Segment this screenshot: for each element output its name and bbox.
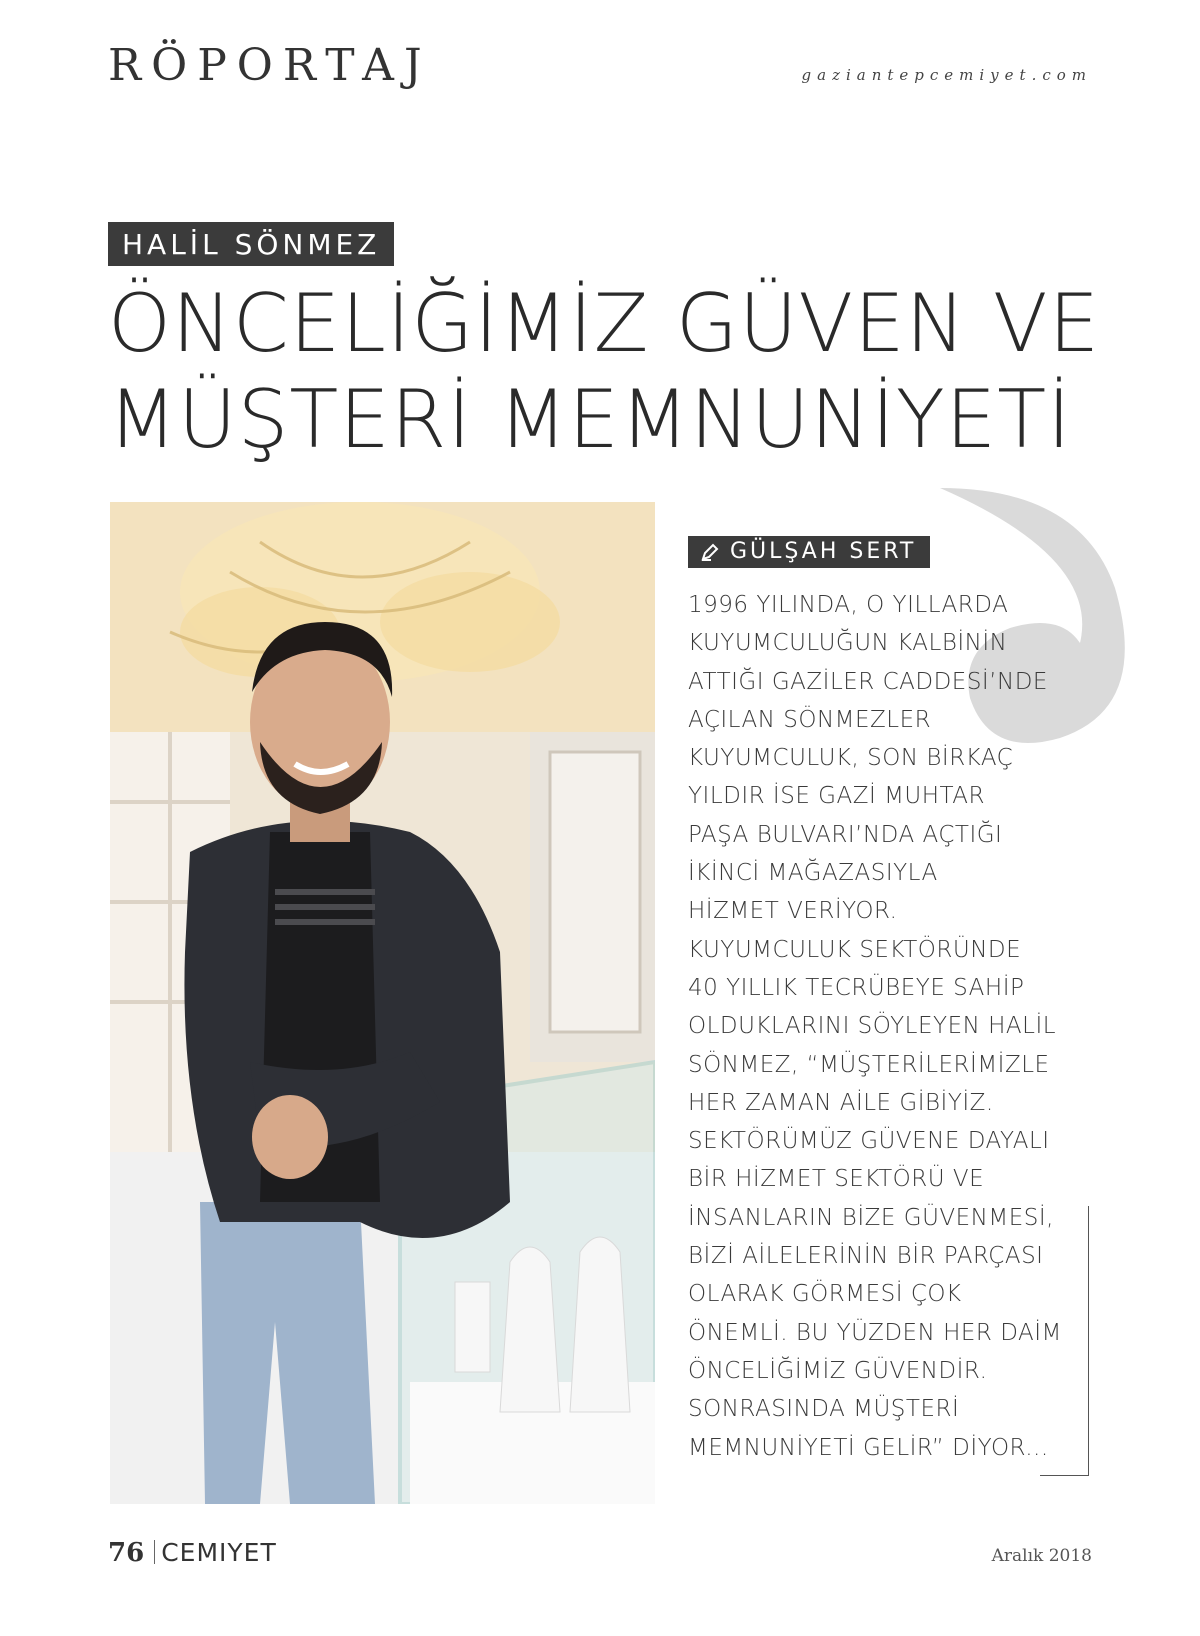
lede-line: SONRASINDA MÜŞTERİ [688, 1396, 960, 1423]
lede-line: ATTIĞI GAZİLER CADDESİ’NDE [688, 668, 1048, 695]
lede-line: KUYUMCULUK, SON BİRKAÇ [688, 745, 1014, 772]
headline [108, 276, 1108, 468]
lede-line: HİZMET VERİYOR. [688, 898, 898, 925]
lede-line: OLARAK GÖRMESİ ÇOK [688, 1281, 962, 1308]
section-label: RÖPORTAJ [108, 40, 432, 91]
lede-line: İNSANLARIN BİZE GÜVENMESİ, [688, 1204, 1054, 1231]
magazine-name: CEMIYET [161, 1538, 277, 1567]
headline-line: ÖNCELİĞİMİZ GÜVEN VE [108, 277, 1101, 370]
lede-line: AÇILAN SÖNMEZLER [688, 706, 932, 733]
lede-line: BİR HİZMET SEKTÖRÜ VE [688, 1166, 985, 1193]
lede-line: BİZİ AİLELERİNİN BİR PARÇASI [688, 1243, 1044, 1270]
lede-line: ÖNCELİĞİMİZ GÜVENDİR. [688, 1357, 988, 1384]
author-badge [688, 536, 930, 568]
lede-line: KUYUMCULUĞUN KALBİNİN [688, 630, 1008, 657]
headline-line: MÜŞTERİ MEMNUNİYETİ [108, 373, 1072, 466]
issue-date: Aralık 2018 [991, 1546, 1092, 1566]
lede-line: 40 YILLIK TECRÜBEYE SAHİP [688, 974, 1025, 1001]
lede-line: SÖNMEZ, “MÜŞTERİLERİMİZLE [688, 1051, 1050, 1078]
lede-paragraph [688, 586, 1088, 1467]
lede-line: İKİNCİ MAĞAZASIYLA [688, 860, 938, 887]
lede-line: KUYUMCULUK SEKTÖRÜNDE [688, 936, 1022, 963]
corner-rule-vertical [1088, 1206, 1089, 1476]
lede-line: SEKTÖRÜMÜZ GÜVENE DAYALI [688, 1128, 1050, 1155]
lede-line: OLDUKLARINI SÖYLEYEN HALİL [688, 1013, 1057, 1040]
lede-line: HER ZAMAN AİLE GİBİYİZ. [688, 1089, 994, 1116]
portrait-photo [110, 502, 655, 1504]
pen-icon [700, 542, 720, 562]
footer-divider [154, 1540, 155, 1564]
subject-name-badge: HALİL SÖNMEZ [108, 222, 394, 266]
page-number: 76 [108, 1538, 145, 1568]
lede-line: MEMNUNİYETİ GELİR” DİYOR... [688, 1434, 1049, 1461]
page-footer-left [108, 1538, 277, 1568]
corner-rule-horizontal [1040, 1475, 1089, 1476]
author-name: GÜLŞAH SERT [730, 539, 917, 564]
portrait-illustration [110, 502, 655, 1504]
lede-line: YILDIR İSE GAZİ MUHTAR [688, 783, 986, 810]
lede-line: PAŞA BULVARI’NDA AÇTIĞI [688, 821, 1003, 848]
site-url[interactable]: gaziantepcemiyet.com [801, 66, 1092, 84]
lede-line: 1996 YILINDA, O YILLARDA [688, 592, 1009, 618]
lede-line: ÖNEMLİ. BU YÜZDEN HER DAİM [688, 1319, 1062, 1346]
